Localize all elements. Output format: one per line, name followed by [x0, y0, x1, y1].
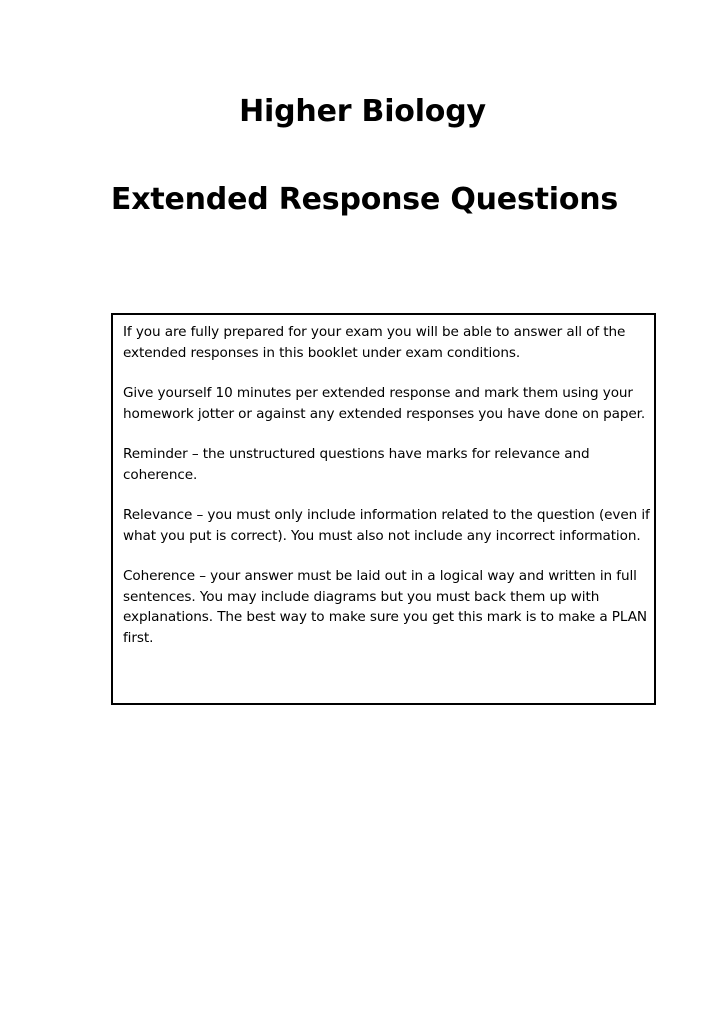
document-title: Higher Biology [239, 94, 486, 129]
instructions-content [123, 322, 651, 668]
document-subtitle: Extended Response Questions [110, 182, 619, 217]
instructions-paragraph-reminder: Reminder – the unstructured questions have marks for relevance and coherence. [123, 446, 590, 483]
instructions-paragraph-relevance: Relevance – you must only include information related to the question (even if what you put is correct). You must also not include any incorrect information. [123, 507, 650, 544]
instructions-box [111, 313, 656, 705]
instructions-paragraph-preparation: If you are fully prepared for your exam you will be able to answer all of the extended responses in this booklet under exam conditions. [123, 324, 626, 361]
instructions-paragraph-timing: Give yourself 10 minutes per extended response and mark them using your homework jotter or against any extended responses you have done on paper. [123, 385, 646, 422]
instructions-paragraph-coherence: Coherence – your answer must be laid out in a logical way and written in full sentences. You may include diagrams but you must back them up with explanations. The best way to make sure you get this mark is to make a PLAN first. [123, 568, 647, 646]
